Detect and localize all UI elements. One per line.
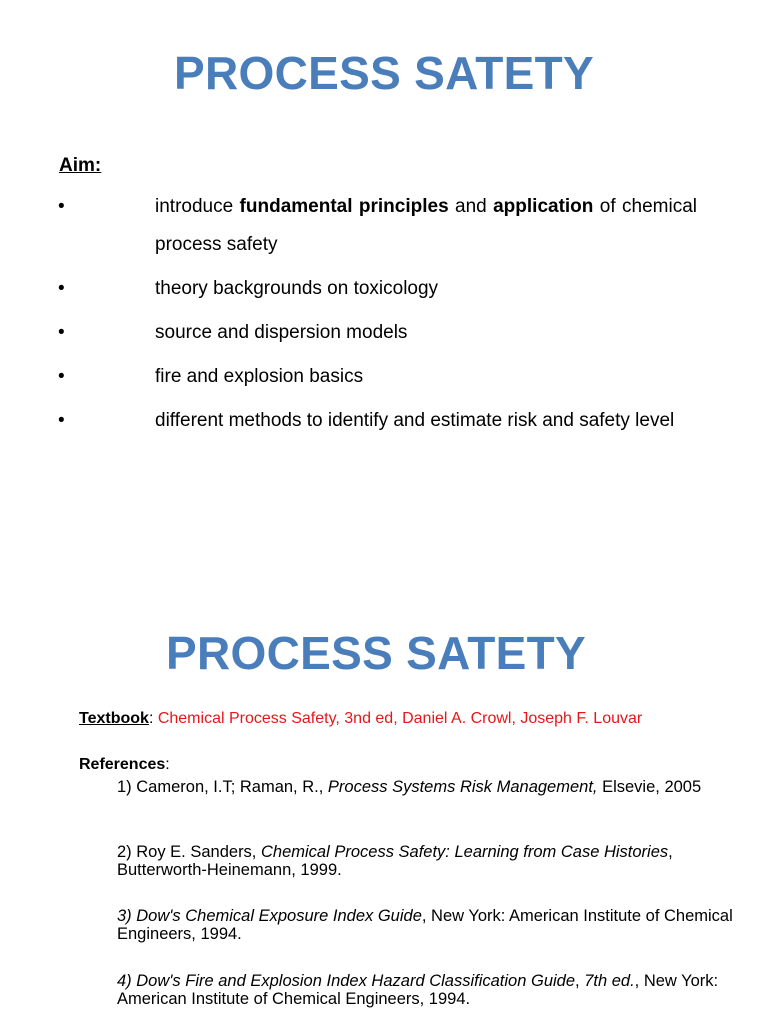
aim-item-text bbox=[155, 188, 697, 264]
reference-item bbox=[117, 843, 737, 879]
text-segment-bold: fundamental principles bbox=[239, 196, 449, 217]
text-segment-italic: Chemical Process Safety: Learning from Case Histories bbox=[260, 843, 669, 861]
text-segment: , bbox=[575, 972, 585, 990]
aim-list bbox=[0, 188, 768, 446]
text-segment: 2) Roy E. Sanders, bbox=[117, 843, 261, 861]
reference-item bbox=[117, 778, 737, 796]
aim-item-text: fire and explosion basics bbox=[155, 366, 364, 387]
reference-item bbox=[117, 907, 737, 943]
bullet: • bbox=[58, 366, 65, 387]
slide-title: PROCESS SATETY bbox=[166, 627, 586, 679]
bullet: • bbox=[58, 410, 65, 431]
text-segment: introduce bbox=[155, 196, 240, 217]
references-colon: : bbox=[165, 756, 170, 773]
text-segment-bold: application bbox=[493, 196, 594, 217]
aim-item bbox=[0, 358, 768, 396]
references-heading bbox=[79, 756, 170, 774]
aim-item bbox=[0, 314, 768, 352]
text-segment: of chemical process safety bbox=[155, 196, 697, 255]
text-segment-italic: 3) Dow's Chemical Exposure Index Guide bbox=[117, 907, 422, 925]
aim-item bbox=[0, 270, 768, 308]
aim-item-text: source and dispersion models bbox=[155, 322, 408, 343]
text-segment-italic: Process Systems Risk Management, bbox=[327, 778, 598, 796]
textbook-label: Textbook bbox=[79, 710, 149, 727]
bullet: • bbox=[58, 196, 65, 217]
text-segment: , New York: American Institute of Chemical Engineers, 1994. bbox=[117, 972, 719, 1008]
bullet: • bbox=[58, 322, 65, 343]
text-segment: , New York: American Institute of Chemical Engineers, 1994. bbox=[117, 907, 733, 943]
text-segment: 1) Cameron, I.T; Raman, R., bbox=[117, 778, 328, 796]
textbook-separator: : bbox=[148, 710, 158, 727]
text-segment-italic: 4) Dow's Fire and Explosion Index Hazard Classification Guide bbox=[117, 972, 576, 990]
aim-item bbox=[0, 402, 768, 440]
references-label: References bbox=[79, 756, 166, 773]
textbook-value: Chemical Process Safety, 3nd ed, Daniel A. Crowl, Joseph F. Louvar bbox=[157, 710, 643, 727]
slide-title: PROCESS SATETY bbox=[174, 47, 594, 99]
textbook-line bbox=[79, 710, 642, 728]
aim-item-text: theory backgrounds on toxicology bbox=[155, 278, 439, 299]
text-segment: and bbox=[448, 196, 494, 217]
slide-references bbox=[0, 512, 768, 1024]
text-segment: Elsevie, 2005 bbox=[597, 778, 702, 796]
aim-label: Aim: bbox=[59, 155, 102, 176]
aim-item bbox=[0, 188, 768, 264]
text-segment-italic: 7th ed. bbox=[584, 972, 635, 990]
reference-item bbox=[117, 972, 737, 1008]
bullet: • bbox=[58, 278, 65, 299]
aim-item-text: different methods to identify and estimate risk and safety level bbox=[155, 410, 675, 431]
text-segment: , Butterworth-Heinemann, 1999. bbox=[117, 843, 673, 879]
